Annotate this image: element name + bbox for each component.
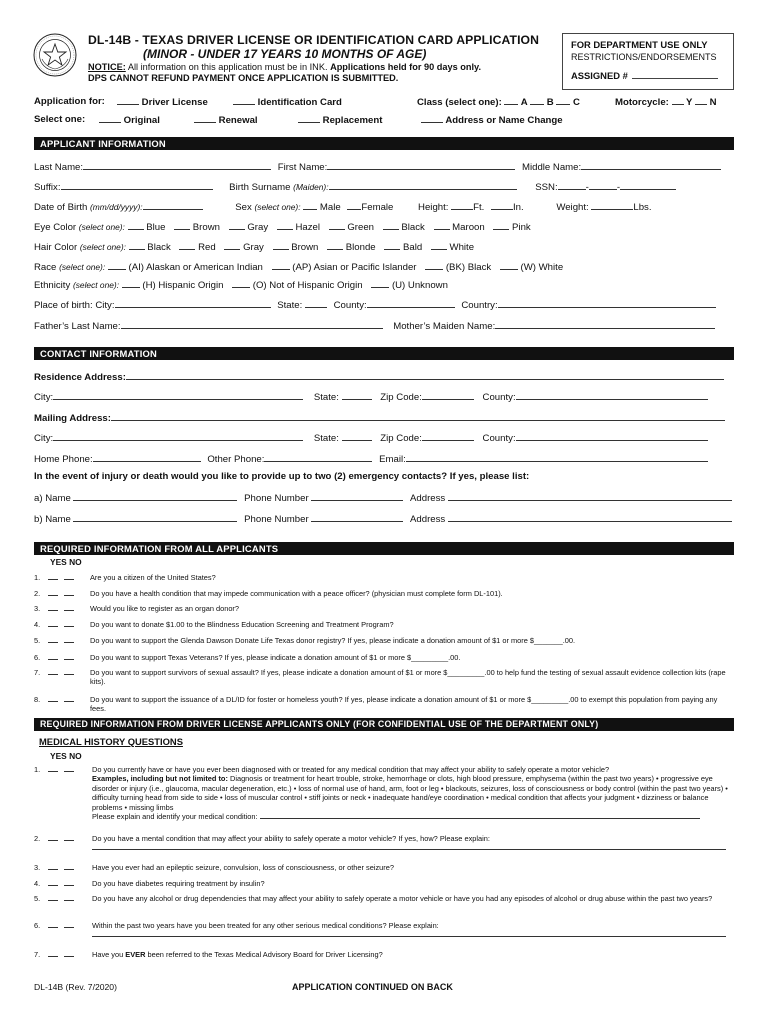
hair-color-label: Hair Color	[34, 242, 78, 253]
yes-no-header: YES NO	[50, 751, 82, 761]
mailing-city-field[interactable]	[53, 432, 303, 441]
motorcycle-y-line[interactable]	[672, 96, 684, 105]
notice-bold: Applications held for 90 days only.	[330, 62, 482, 72]
sex-female-line[interactable]	[347, 201, 361, 210]
texas-dps-seal-icon	[33, 33, 77, 77]
question-text-block	[92, 921, 732, 940]
residence-field[interactable]	[126, 371, 724, 380]
first-name-field[interactable]	[327, 161, 515, 170]
motorcycle-label: Motorcycle:	[615, 97, 669, 108]
email-label: Email:	[379, 454, 406, 465]
checkbox-line[interactable]	[194, 114, 216, 123]
question-number: 4.	[34, 620, 41, 629]
residence-city-row	[34, 391, 708, 403]
birth-surname-label: Birth Surname	[229, 182, 291, 193]
application-for-label: Application for:	[34, 96, 105, 107]
race-label: Race	[34, 262, 57, 273]
race-ap: (AP) Asian or Pacific Islander	[292, 262, 417, 273]
no-line[interactable]	[64, 879, 74, 886]
contact-info-header: CONTACT INFORMATION	[34, 347, 734, 360]
no-line[interactable]	[64, 604, 74, 611]
emergency-a-name-field[interactable]	[73, 492, 237, 501]
emergency-a-phone-field[interactable]	[311, 492, 403, 501]
middle-name-field[interactable]	[581, 161, 721, 170]
county-label: County:	[482, 392, 516, 403]
question-number: 8.	[34, 695, 41, 704]
motorcycle-y: Y	[686, 97, 693, 108]
emergency-a-address-label: Address	[410, 493, 446, 504]
birth-surname-field[interactable]	[329, 181, 517, 190]
refund-notice: DPS CANNOT REFUND PAYMENT ONCE APPLICATION IS SUBMITTED.	[88, 73, 399, 83]
select-one-label: Select one:	[34, 114, 86, 125]
name-row	[34, 161, 721, 173]
checkbox-line[interactable]	[421, 114, 443, 123]
medical-condition-field[interactable]	[260, 812, 700, 819]
dob-format: (mm/dd/yyyy):	[90, 202, 143, 212]
question-text-block	[92, 765, 732, 821]
class-b-line[interactable]	[530, 96, 544, 105]
no-line[interactable]	[64, 950, 74, 957]
yes-no-answer	[48, 879, 74, 888]
form-revision: DL-14B (Rev. 7/2020)	[34, 982, 117, 992]
state-label: State:	[313, 392, 339, 403]
yes-no-answer	[48, 604, 74, 613]
department-use-box	[562, 33, 734, 90]
county-label: County:	[482, 433, 516, 444]
birthplace-state-field[interactable]	[305, 299, 327, 308]
ethnicity-row	[34, 279, 448, 291]
emergency-b-phone-label: Phone Number	[244, 514, 309, 525]
ssn-field-3[interactable]	[620, 181, 676, 190]
yes-no-answer	[48, 668, 74, 677]
no-line[interactable]	[64, 668, 74, 675]
option-label: Driver License	[141, 97, 208, 108]
form-title: DL-14B - TEXAS DRIVER LICENSE OR IDENTIFICATION CARD APPLICATION	[88, 33, 540, 47]
hair-gray-line[interactable]	[224, 241, 240, 250]
select-hint: (select one):	[59, 262, 106, 272]
weight-label: Weight:	[556, 202, 589, 213]
no-line[interactable]	[64, 620, 74, 627]
dept-use-title: FOR DEPARTMENT USE ONLY	[571, 39, 708, 50]
select-address-change[interactable]	[421, 114, 563, 126]
app-type-id-card[interactable]	[233, 96, 342, 108]
yes-line[interactable]	[48, 573, 58, 580]
city-field[interactable]	[53, 391, 303, 400]
restrictions-label: RESTRICTIONS/ENDORSEMENTS	[571, 52, 717, 62]
yes-line[interactable]	[48, 636, 58, 643]
first-name-label: First Name:	[277, 162, 328, 173]
question-emphasis: EVER	[125, 950, 146, 959]
eye-black: Black	[401, 222, 425, 233]
medical-history-title: MEDICAL HISTORY QUESTIONS	[39, 736, 183, 747]
notice-line	[88, 62, 481, 72]
yes-no-answer	[48, 894, 74, 903]
last-name-label: Last Name:	[34, 162, 84, 173]
question-number: 6.	[34, 653, 41, 662]
question-number: 2.	[34, 589, 41, 598]
yes-line[interactable]	[48, 765, 58, 772]
class-label: Class (select one):	[417, 97, 502, 108]
birthplace-city-field[interactable]	[115, 299, 271, 308]
explain-label: Please explain and identify your medical condition:	[92, 812, 258, 822]
yes-line[interactable]	[48, 921, 58, 928]
question-text: Have you ever had an epileptic seizure, convulsion, loss of consciousness, or other seizure?	[92, 863, 394, 872]
emergency-a-row	[34, 492, 732, 504]
eye-pink-line[interactable]	[493, 221, 509, 230]
birthplace-country-field[interactable]	[498, 299, 716, 308]
option-label: Original	[123, 115, 160, 126]
question-text: Do you have diabetes requiring treatment by insulin?	[92, 879, 265, 888]
required-dl-header: REQUIRED INFORMATION FROM DRIVER LICENSE APPLICANTS ONLY (FOR CONFIDENTIAL USE OF THE DEPARTMENT ONLY)	[34, 718, 734, 731]
hair-brown: Brown	[291, 242, 319, 253]
mailing-city-row	[34, 432, 708, 444]
yes-no-answer	[48, 921, 74, 930]
emergency-a-name-label: a) Name	[34, 493, 71, 504]
question-text: Do you want to support Texas Veterans? If yes, please indicate a donation amount of $1 or more $_________.00.	[90, 653, 461, 662]
male-label: Male	[319, 202, 341, 213]
eye-green: Green	[347, 222, 375, 233]
class-c-line[interactable]	[556, 96, 570, 105]
eye-hazel: Hazel	[295, 222, 320, 233]
question-number: 4.	[34, 879, 41, 888]
hair-bald: Bald	[402, 242, 423, 253]
yes-no-answer	[48, 765, 74, 774]
hair-blonde: Blonde	[345, 242, 376, 253]
option-label: Replacement	[322, 115, 383, 126]
race-ai-line[interactable]	[108, 261, 126, 270]
city-label: City:	[34, 433, 54, 444]
question-text-block	[92, 950, 732, 959]
eye-brown: Brown	[192, 222, 220, 233]
birthplace-city-label: Place of birth: City:	[34, 300, 115, 311]
race-w-line[interactable]	[500, 261, 518, 270]
eye-color-row	[34, 221, 531, 233]
suffix-field[interactable]	[61, 181, 213, 190]
mother-label: Mother’s Maiden Name:	[393, 321, 496, 332]
hair-black: Black	[147, 242, 171, 253]
yes-line[interactable]	[48, 604, 58, 611]
mailing-county-field[interactable]	[516, 432, 708, 441]
emergency-b-row	[34, 513, 732, 525]
form-subtitle: (MINOR - UNDER 17 YEARS 10 MONTHS OF AGE)	[143, 47, 427, 61]
birthplace-state-label: State:	[277, 300, 303, 311]
height-ft-field[interactable]	[451, 201, 473, 210]
lbs-label: Lbs.	[633, 202, 652, 213]
select-hint: (select one):	[79, 242, 126, 252]
question-number: 1.	[34, 573, 41, 582]
select-original[interactable]	[99, 114, 160, 126]
checkbox-line[interactable]	[233, 96, 255, 105]
birthplace-row	[34, 299, 716, 311]
class-select	[417, 96, 580, 108]
select-hint: (select one):	[78, 222, 125, 232]
question-number: 5.	[34, 894, 41, 903]
yes-line[interactable]	[48, 863, 58, 870]
class-a-line[interactable]	[504, 96, 518, 105]
question-text: Within the past two years have you been treated for any other serious medical conditions? Please explain:	[92, 921, 439, 930]
question-number: 7.	[34, 668, 41, 677]
eye-hazel-line[interactable]	[277, 221, 293, 230]
sex-select-hint: (select one):	[254, 202, 301, 212]
maiden-label: (Maiden):	[293, 182, 329, 192]
eye-gray-line[interactable]	[229, 221, 245, 230]
other-phone-label: Other Phone:	[207, 454, 265, 465]
yes-no-header: YES NO	[50, 557, 82, 567]
no-line[interactable]	[64, 589, 74, 596]
option-label: Renewal	[218, 115, 258, 126]
applicant-info-header: APPLICANT INFORMATION	[34, 137, 734, 150]
checkbox-line[interactable]	[117, 96, 139, 105]
question-text: Would you like to register as an organ donor?	[90, 604, 239, 613]
ethnicity-u: (U) Unknown	[391, 280, 448, 291]
eye-blue-line[interactable]	[128, 221, 144, 230]
state-label: State:	[313, 433, 339, 444]
notice-label: NOTICE:	[88, 62, 126, 72]
ethnicity-h-line[interactable]	[122, 279, 140, 288]
yes-line[interactable]	[48, 695, 58, 702]
zip-label: Zip Code:	[380, 433, 422, 444]
yes-no-answer	[48, 653, 74, 662]
eye-maroon-line[interactable]	[434, 221, 450, 230]
yes-line[interactable]	[48, 620, 58, 627]
phone-row	[34, 453, 708, 465]
hair-white-line[interactable]	[431, 241, 447, 250]
female-label: Female	[361, 202, 394, 213]
parents-row	[34, 320, 715, 332]
sex-label: Sex	[235, 202, 252, 213]
dob-label: Date of Birth	[34, 202, 88, 213]
dob-row	[34, 201, 652, 213]
hair-blonde-line[interactable]	[327, 241, 343, 250]
select-replacement[interactable]	[298, 114, 382, 126]
eye-brown-line[interactable]	[174, 221, 190, 230]
race-bk: (BK) Black	[445, 262, 492, 273]
birthplace-county-label: County:	[333, 300, 367, 311]
eye-pink: Pink	[512, 222, 531, 233]
sex-male-line[interactable]	[303, 201, 317, 210]
middle-name-label: Middle Name:	[521, 162, 582, 173]
continued-on-back: APPLICATION CONTINUED ON BACK	[292, 982, 453, 992]
in-label: In.	[513, 202, 524, 213]
dob-field[interactable]	[143, 201, 203, 210]
hair-black-line[interactable]	[129, 241, 145, 250]
yes-line[interactable]	[48, 834, 58, 841]
class-b: B	[546, 97, 554, 108]
race-row	[34, 261, 563, 273]
yes-no-answer	[48, 863, 74, 872]
no-line[interactable]	[64, 695, 74, 702]
email-field[interactable]	[406, 453, 708, 462]
examples-label: Examples, including but not limited to:	[92, 774, 228, 784]
eye-blue: Blue	[146, 222, 166, 233]
question-text: Do you currently have or have you ever been diagnosed with or treated for any medical condition that may affect your ability to safely operate a motor vehicle?	[92, 765, 610, 774]
weight-field[interactable]	[591, 201, 633, 210]
yes-no-answer	[48, 950, 74, 959]
no-line[interactable]	[64, 636, 74, 643]
hair-white: White	[449, 242, 475, 253]
examples-text: Diagnosis or treatment for heart trouble, stroke, hemorrhage or clots, high blood pressure, emphysema (within the past two years) • progressive eye disorder or injury (i.e., glaucoma, macular degeneration, etc.) • loss of normal use of hand, arm, foot or leg • blackouts, seizures, loss of consciousness or body control (within the past two years) • difficulty turning head from side to side • loss of muscular control • stiff joints or neck • inadequate hand/eye coordination • medical condition that affects your judgment • dizziness or balance problems • missing limbs	[92, 774, 728, 812]
no-line[interactable]	[64, 834, 74, 841]
question-text: Do you have a mental condition that may affect your ability to safely operate a motor vehicle? If yes, how? Please explain:	[92, 834, 490, 843]
yes-line[interactable]	[48, 653, 58, 660]
class-c: C	[572, 97, 580, 108]
assigned-field[interactable]	[632, 78, 718, 79]
select-renewal[interactable]	[194, 114, 258, 126]
question-number: 3.	[34, 863, 41, 872]
suffix-row	[34, 181, 676, 193]
race-ai: (AI) Alaskan or American Indian	[128, 262, 263, 273]
question-text-block	[92, 834, 732, 853]
yes-no-answer	[48, 620, 74, 629]
hair-bald-line[interactable]	[384, 241, 400, 250]
emergency-b-phone-field[interactable]	[311, 513, 403, 522]
yes-line[interactable]	[48, 950, 58, 957]
no-line[interactable]	[64, 863, 74, 870]
yes-line[interactable]	[48, 894, 58, 901]
emergency-b-address-field[interactable]	[448, 513, 732, 522]
assigned-number	[571, 70, 725, 81]
zip-field[interactable]	[422, 391, 474, 400]
ethnicity-h: (H) Hispanic Origin	[142, 280, 224, 291]
hair-brown-line[interactable]	[273, 241, 289, 250]
other-conditions-field[interactable]	[92, 930, 726, 937]
ethnicity-u-line[interactable]	[371, 279, 389, 288]
residence-label: Residence Address:	[34, 372, 126, 383]
class-a: A	[520, 97, 528, 108]
yes-no-answer	[48, 573, 74, 582]
ssn-dash: -	[585, 182, 589, 193]
residence-row	[34, 371, 724, 383]
father-label: Father’s Last Name:	[34, 321, 121, 332]
no-line[interactable]	[64, 573, 74, 580]
suffix-label: Suffix:	[34, 182, 61, 193]
mailing-state-field[interactable]	[342, 432, 372, 441]
question-number: 1.	[34, 765, 41, 774]
hair-gray: Gray	[243, 242, 264, 253]
checkbox-line[interactable]	[298, 114, 320, 123]
other-phone-field[interactable]	[264, 453, 372, 462]
hair-red: Red	[198, 242, 216, 253]
emergency-b-address-label: Address	[410, 514, 446, 525]
mailing-row	[34, 412, 725, 424]
emergency-a-address-field[interactable]	[448, 492, 732, 501]
yes-no-answer	[48, 695, 74, 704]
emergency-question: In the event of injury or death would you like to provide up to two (2) emergency contacts? If yes, please list:	[34, 471, 530, 482]
eye-maroon: Maroon	[452, 222, 485, 233]
question-number: 7.	[34, 950, 41, 959]
mental-condition-field[interactable]	[92, 843, 726, 850]
birthplace-county-field[interactable]	[367, 299, 455, 308]
ft-label: Ft.	[473, 202, 485, 213]
father-field[interactable]	[121, 320, 383, 329]
ethnicity-label: Ethnicity	[34, 280, 71, 291]
checkbox-line[interactable]	[99, 114, 121, 123]
ssn-dash: -	[616, 182, 621, 193]
ethnicity-o: (O) Not of Hispanic Origin	[252, 280, 363, 291]
assigned-label: ASSIGNED #	[571, 70, 628, 81]
required-all-header: REQUIRED INFORMATION FROM ALL APPLICANTS	[34, 542, 734, 555]
race-w: (W) White	[520, 262, 564, 273]
emergency-a-phone-label: Phone Number	[244, 493, 309, 504]
eye-color-label: Eye Color	[34, 222, 77, 233]
mailing-zip-field[interactable]	[422, 432, 474, 441]
motorcycle-n: N	[709, 97, 717, 108]
ssn-field-2[interactable]	[589, 181, 617, 190]
hair-red-line[interactable]	[179, 241, 195, 250]
question-text: Do you want to donate $1.00 to the Blindness Education Screening and Treatment Program?	[90, 620, 394, 629]
emergency-b-name-label: b) Name	[34, 514, 71, 525]
ssn-label: SSN:	[535, 182, 558, 193]
birthplace-country-label: Country:	[461, 300, 498, 311]
race-bk-line[interactable]	[425, 261, 443, 270]
no-line[interactable]	[64, 765, 74, 772]
question-text: Do you have a health condition that may impede communication with a peace officer? (physician must complete form DL-101).	[90, 589, 503, 598]
zip-label: Zip Code:	[380, 392, 422, 403]
question-number: 2.	[34, 834, 41, 843]
emergency-b-name-field[interactable]	[73, 513, 237, 522]
question-text: been referred to the Texas Medical Advisory Board for Driver Licensing?	[145, 950, 383, 959]
no-line[interactable]	[64, 653, 74, 660]
notice-text: All information on this application must be in INK.	[125, 62, 331, 72]
motorcycle-select	[615, 96, 717, 108]
county-field[interactable]	[516, 391, 708, 400]
yes-no-answer	[48, 589, 74, 598]
mother-field[interactable]	[495, 320, 715, 329]
ethnicity-o-line[interactable]	[232, 279, 250, 288]
option-label: Address or Name Change	[445, 115, 563, 126]
race-ap-line[interactable]	[272, 261, 290, 270]
yes-line[interactable]	[48, 879, 58, 886]
height-label: Height:	[418, 202, 449, 213]
mailing-field[interactable]	[111, 412, 725, 421]
question-text: Are you a citizen of the United States?	[90, 573, 216, 582]
eye-green-line[interactable]	[329, 221, 345, 230]
question-text: Do you want to support the issuance of a DL/ID for foster or homeless youth? If yes, please indicate a donation amount of $1 or more $_________.00 to exempt this population from paying any fees.	[90, 695, 718, 714]
motorcycle-n-line[interactable]	[695, 96, 707, 105]
home-phone-label: Home Phone:	[34, 454, 93, 465]
question-text: Have you	[92, 950, 126, 959]
no-line[interactable]	[64, 921, 74, 928]
hair-color-row	[34, 241, 474, 253]
last-name-field[interactable]	[83, 161, 271, 170]
home-phone-field[interactable]	[93, 453, 201, 462]
app-type-driver-license[interactable]	[117, 96, 208, 108]
yes-no-answer	[48, 834, 74, 843]
city-label: City:	[34, 392, 54, 403]
state-field[interactable]	[342, 391, 372, 400]
question-text: Do you want to support the Glenda Dawson Donate Life Texas donor registry? If yes, please indicate a donation amount of $1 or more $_______.00.	[90, 636, 576, 645]
no-line[interactable]	[64, 894, 74, 901]
option-label: Identification Card	[257, 97, 342, 108]
yes-line[interactable]	[48, 589, 58, 596]
yes-line[interactable]	[48, 668, 58, 675]
eye-black-line[interactable]	[383, 221, 399, 230]
ssn-field[interactable]	[558, 181, 586, 190]
yes-no-answer	[48, 636, 74, 645]
question-number: 5.	[34, 636, 41, 645]
eye-gray: Gray	[247, 222, 269, 233]
question-number: 3.	[34, 604, 41, 613]
application-for-row	[34, 96, 105, 107]
mailing-label: Mailing Address:	[34, 413, 111, 424]
height-in-field[interactable]	[491, 201, 513, 210]
select-hint: (select one):	[72, 280, 120, 290]
question-text: Do you want to support survivors of sexual assault? If yes, please indicate a donation amount of $1 or more $_________.00 to help fund the testing of sexual assault evidence collection kits (rape kits).	[90, 668, 726, 687]
question-number: 6.	[34, 921, 41, 930]
question-text: Do you have any alcohol or drug dependencies that may affect your ability to safely operate a motor vehicle or have you had any episodes of alcohol or drug abuse within the past two years?	[92, 894, 713, 903]
